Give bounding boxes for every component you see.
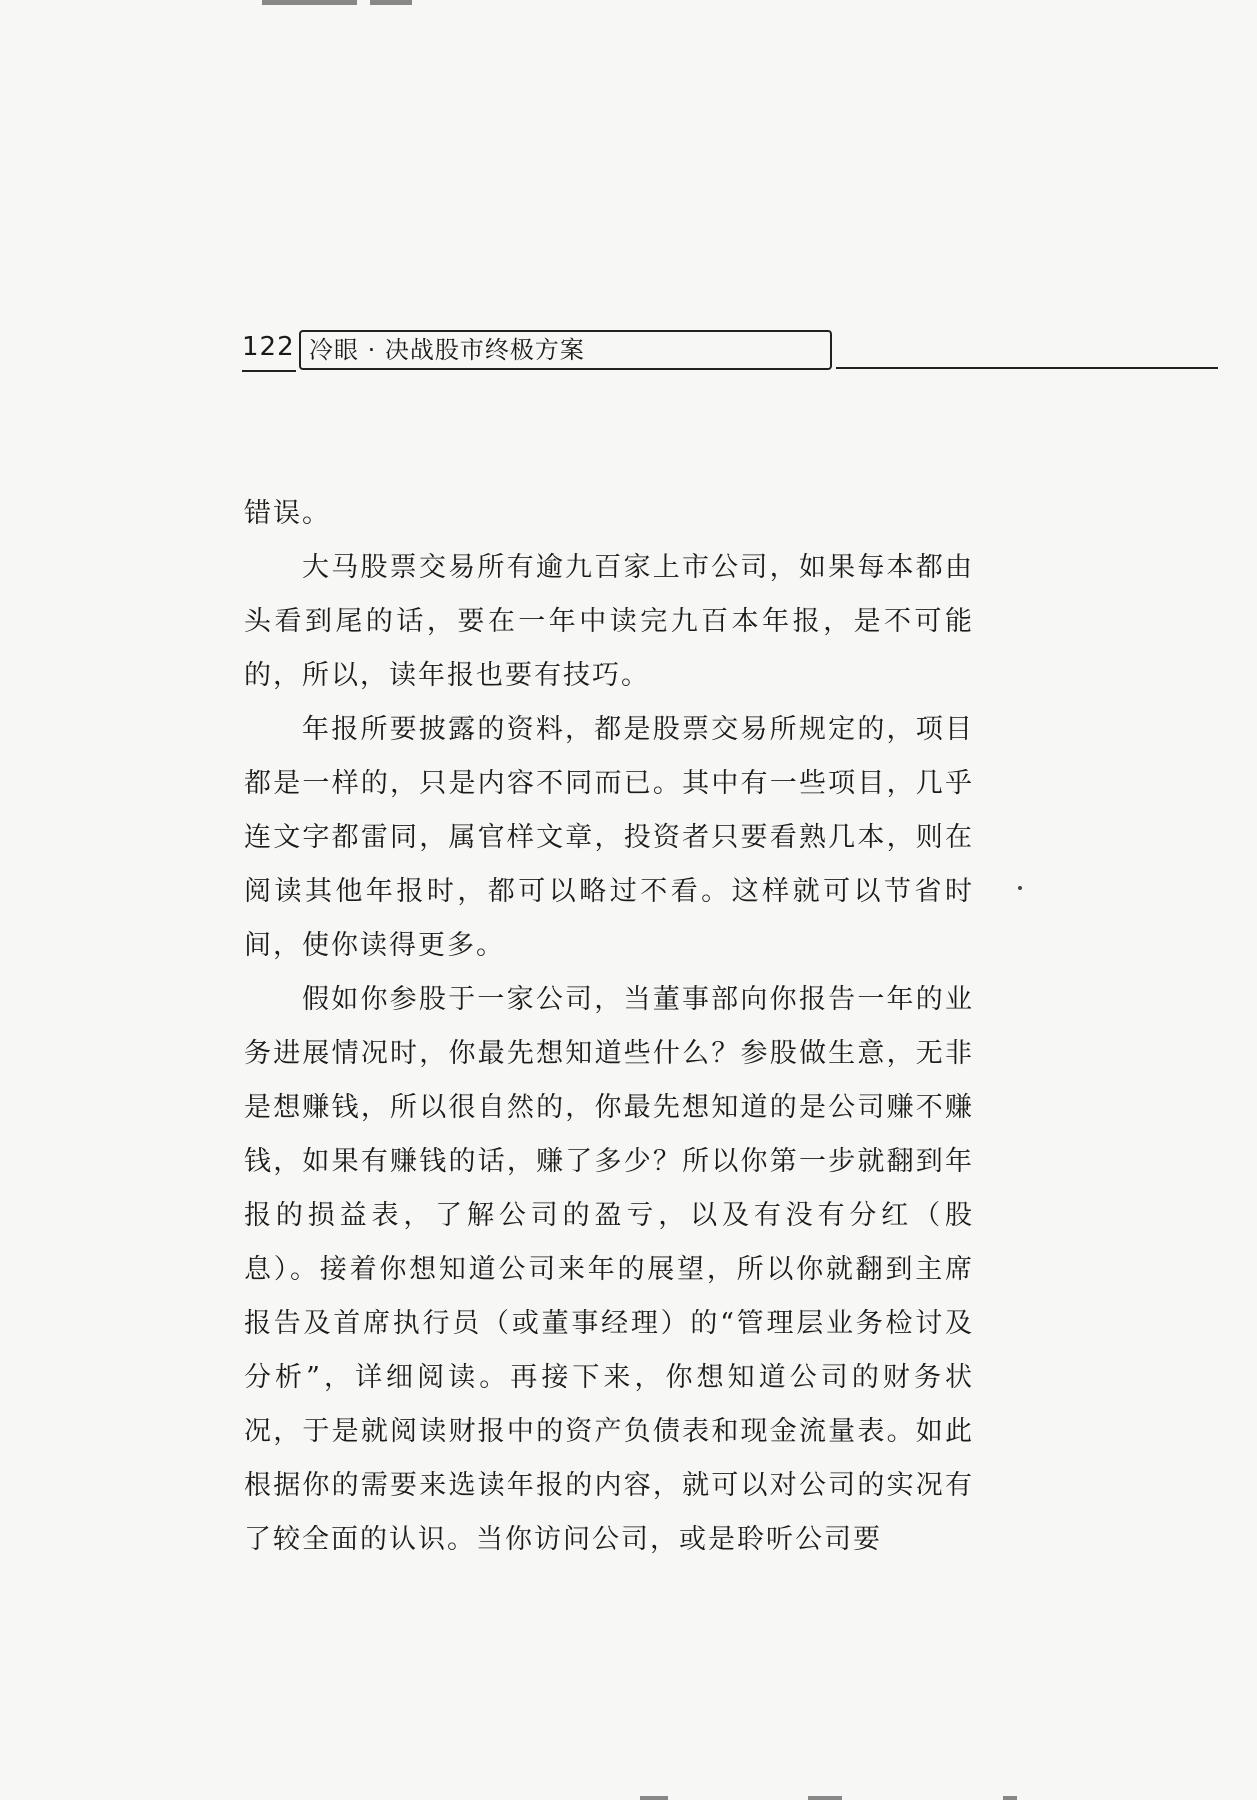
body-text — [244, 487, 974, 1567]
book-title: 冷眼 · 决战股市终极方案 — [299, 330, 832, 370]
header-rule — [836, 367, 1218, 369]
scan-edge-mark — [262, 0, 357, 5]
paragraph: 大马股票交易所有逾九百家上市公司，如果每本都由头看到尾的话，要在一年中读完九百本年报，是不可能的，所以，读年报也要有技巧。 — [244, 552, 974, 691]
page-number: 122 — [242, 332, 295, 362]
scan-edge-mark — [1003, 1796, 1017, 1800]
scan-edge-mark — [808, 1796, 842, 1800]
scan-edge-mark — [640, 1796, 668, 1800]
page-number-underline — [242, 370, 296, 372]
paragraph: 假如你参股于一家公司，当董事部向你报告一年的业务进展情况时，你最先想知道些什么？参股做生意，无非是想赚钱，所以很自然的，你最先想知道的是公司赚不赚钱，如果有赚钱的话，赚了多少？所以你第一步就翻到年报的损益表，了解公司的盈亏，以及有没有分红（股息）。接着你想知道公司来年的展望，所以你就翻到主席报告及首席执行员（或董事经理）的“管理层业务检讨及分析”，详细阅读。再接下来，你想知道公司的财务状况，于是就阅读财报中的资产负债表和现金流量表。如此根据你的需要来选读年报的内容，就可以对公司的实况有了较全面的认识。当你访问公司，或是聆听公司要 — [244, 984, 974, 1555]
paragraph: 年报所要披露的资料，都是股票交易所规定的，项目都是一样的，只是内容不同而已。其中有一些项目，几乎连文字都雷同，属官样文章，投资者只要看熟几本，则在阅读其他年报时，都可以略过不看。这样就可以节省时间，使你读得更多。 — [244, 714, 974, 961]
scan-edge-mark — [370, 0, 412, 5]
paragraph: 错误。 — [244, 498, 331, 529]
running-header — [242, 330, 977, 375]
scan-speck — [1018, 886, 1022, 890]
